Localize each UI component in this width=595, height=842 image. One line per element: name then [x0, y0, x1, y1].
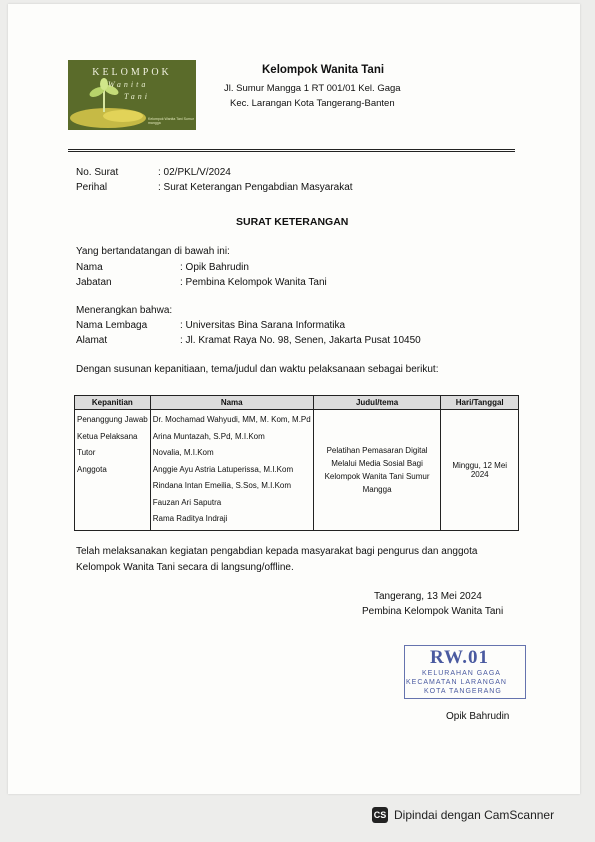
- stamp-rw: RW.01: [430, 647, 490, 668]
- name-item: Rama Raditya Indraji: [152, 514, 228, 523]
- header-divider-bottom: [68, 151, 515, 152]
- name-item: Arina Muntazah, S.Pd, M.I.Kom: [152, 431, 265, 441]
- signer-name-value: : Opik Bahrudin: [180, 262, 249, 273]
- name-item: Anggie Ayu Astria Latuperissa, M.I.Kom: [152, 464, 294, 474]
- institution-name-value: : Universitas Bina Sarana Informatika: [180, 320, 346, 331]
- document-title: SURAT KETERANGAN: [236, 216, 349, 228]
- organization-logo: [68, 60, 196, 130]
- signature-place-date: Tangerang, 13 Mei 2024: [374, 591, 482, 602]
- role-item: Penanggung Jawab: [77, 415, 148, 424]
- name-item: Rindana Intan Emeilia, S.Sos, M.I.Kom: [152, 481, 292, 490]
- role-item: Tutor: [77, 448, 96, 457]
- closing-line-1: Telah melaksanakan kegiatan pengabdian kepada masyarakat bagi pengurus dan anggota: [76, 546, 478, 557]
- header-address-line1: Jl. Sumur Mangga 1 RT 001/01 Kel. Gaga: [224, 83, 401, 94]
- closing-line-2: Kelompok Wanita Tani secara di langsung/offline.: [76, 562, 294, 573]
- header-judul: Judul/tema: [313, 396, 441, 410]
- logo-text-tani: Tani: [124, 92, 150, 101]
- stamp-line-2: KECAMATAN LARANGAN: [406, 679, 507, 686]
- header-kepanitian: Kepanitian: [75, 396, 151, 410]
- table-header-row: [75, 396, 519, 410]
- letter-number-value: : 02/PKL/V/2024: [158, 167, 231, 178]
- camscanner-footer: [372, 807, 554, 823]
- signature-role: Pembina Kelompok Wanita Tani: [362, 606, 504, 617]
- header-address-line2: Kec. Larangan Kota Tangerang-Banten: [230, 98, 395, 109]
- stamp-line-1: KELURAHAN GAGA: [422, 670, 501, 677]
- institution-address-label: Alamat: [76, 335, 108, 346]
- signer-intro: Yang bertandatangan di bawah ini:: [76, 246, 230, 257]
- roles-cell: [75, 410, 151, 531]
- role-item: Ketua Pelaksana: [77, 431, 138, 441]
- table-intro: Dengan susunan kepanitiaan, tema/judul dan waktu pelaksanaan sebagai berikut:: [76, 364, 439, 375]
- signature-name: Opik Bahrudin: [446, 711, 510, 722]
- committee-table: [74, 395, 519, 531]
- institution-name-label: Nama Lembaga: [76, 320, 148, 331]
- letter-number-label: No. Surat: [76, 167, 119, 178]
- organization-name: Kelompok Wanita Tani: [262, 64, 385, 76]
- name-item: Novalia, M.I.Kom: [152, 448, 214, 457]
- theme-cell: Pelatihan Pemasaran Digital Melalui Media Sosial Bagi Kelompok Wanita Tani Sumur Mangga: [313, 410, 441, 531]
- logo-text-wanita: Wanita: [108, 80, 149, 89]
- role-item: Anggota: [77, 464, 107, 474]
- name-item: Fauzan Ari Saputra: [152, 497, 222, 507]
- subject-label: Perihal: [76, 182, 108, 193]
- logo-small-text: Kelompok Wanita Tani Sumur mangga: [148, 117, 194, 125]
- subject-value: : Surat Keterangan Pengabdian Masyarakat: [158, 182, 353, 193]
- header-divider-top: [68, 149, 515, 150]
- name-item: Dr. Mochamad Wahyudi, MM, M. Kom, M.Pd: [152, 415, 311, 424]
- signer-position-label: Jabatan: [76, 277, 112, 288]
- stamp-line-3: KOTA TANGERANG: [424, 688, 502, 695]
- signer-position-value: : Pembina Kelompok Wanita Tani: [180, 277, 327, 288]
- names-cell: [150, 410, 313, 531]
- header-nama: Nama: [150, 396, 313, 410]
- explains-heading: Menerangkan bahwa:: [76, 305, 173, 316]
- official-stamp: [400, 645, 530, 700]
- camscanner-icon: CS: [372, 807, 388, 823]
- logo-text-kelompok: KELOMPOK: [92, 67, 172, 78]
- camscanner-text: Dipindai dengan CamScanner: [394, 808, 555, 822]
- header-tanggal: Hari/Tanggal: [441, 396, 519, 410]
- table-row: [75, 410, 519, 531]
- institution-address-value: : Jl. Kramat Raya No. 98, Senen, Jakarta Pusat 10450: [180, 335, 421, 346]
- signer-name-label: Nama: [76, 262, 103, 273]
- date-cell: Minggu, 12 Mei 2024: [441, 410, 519, 531]
